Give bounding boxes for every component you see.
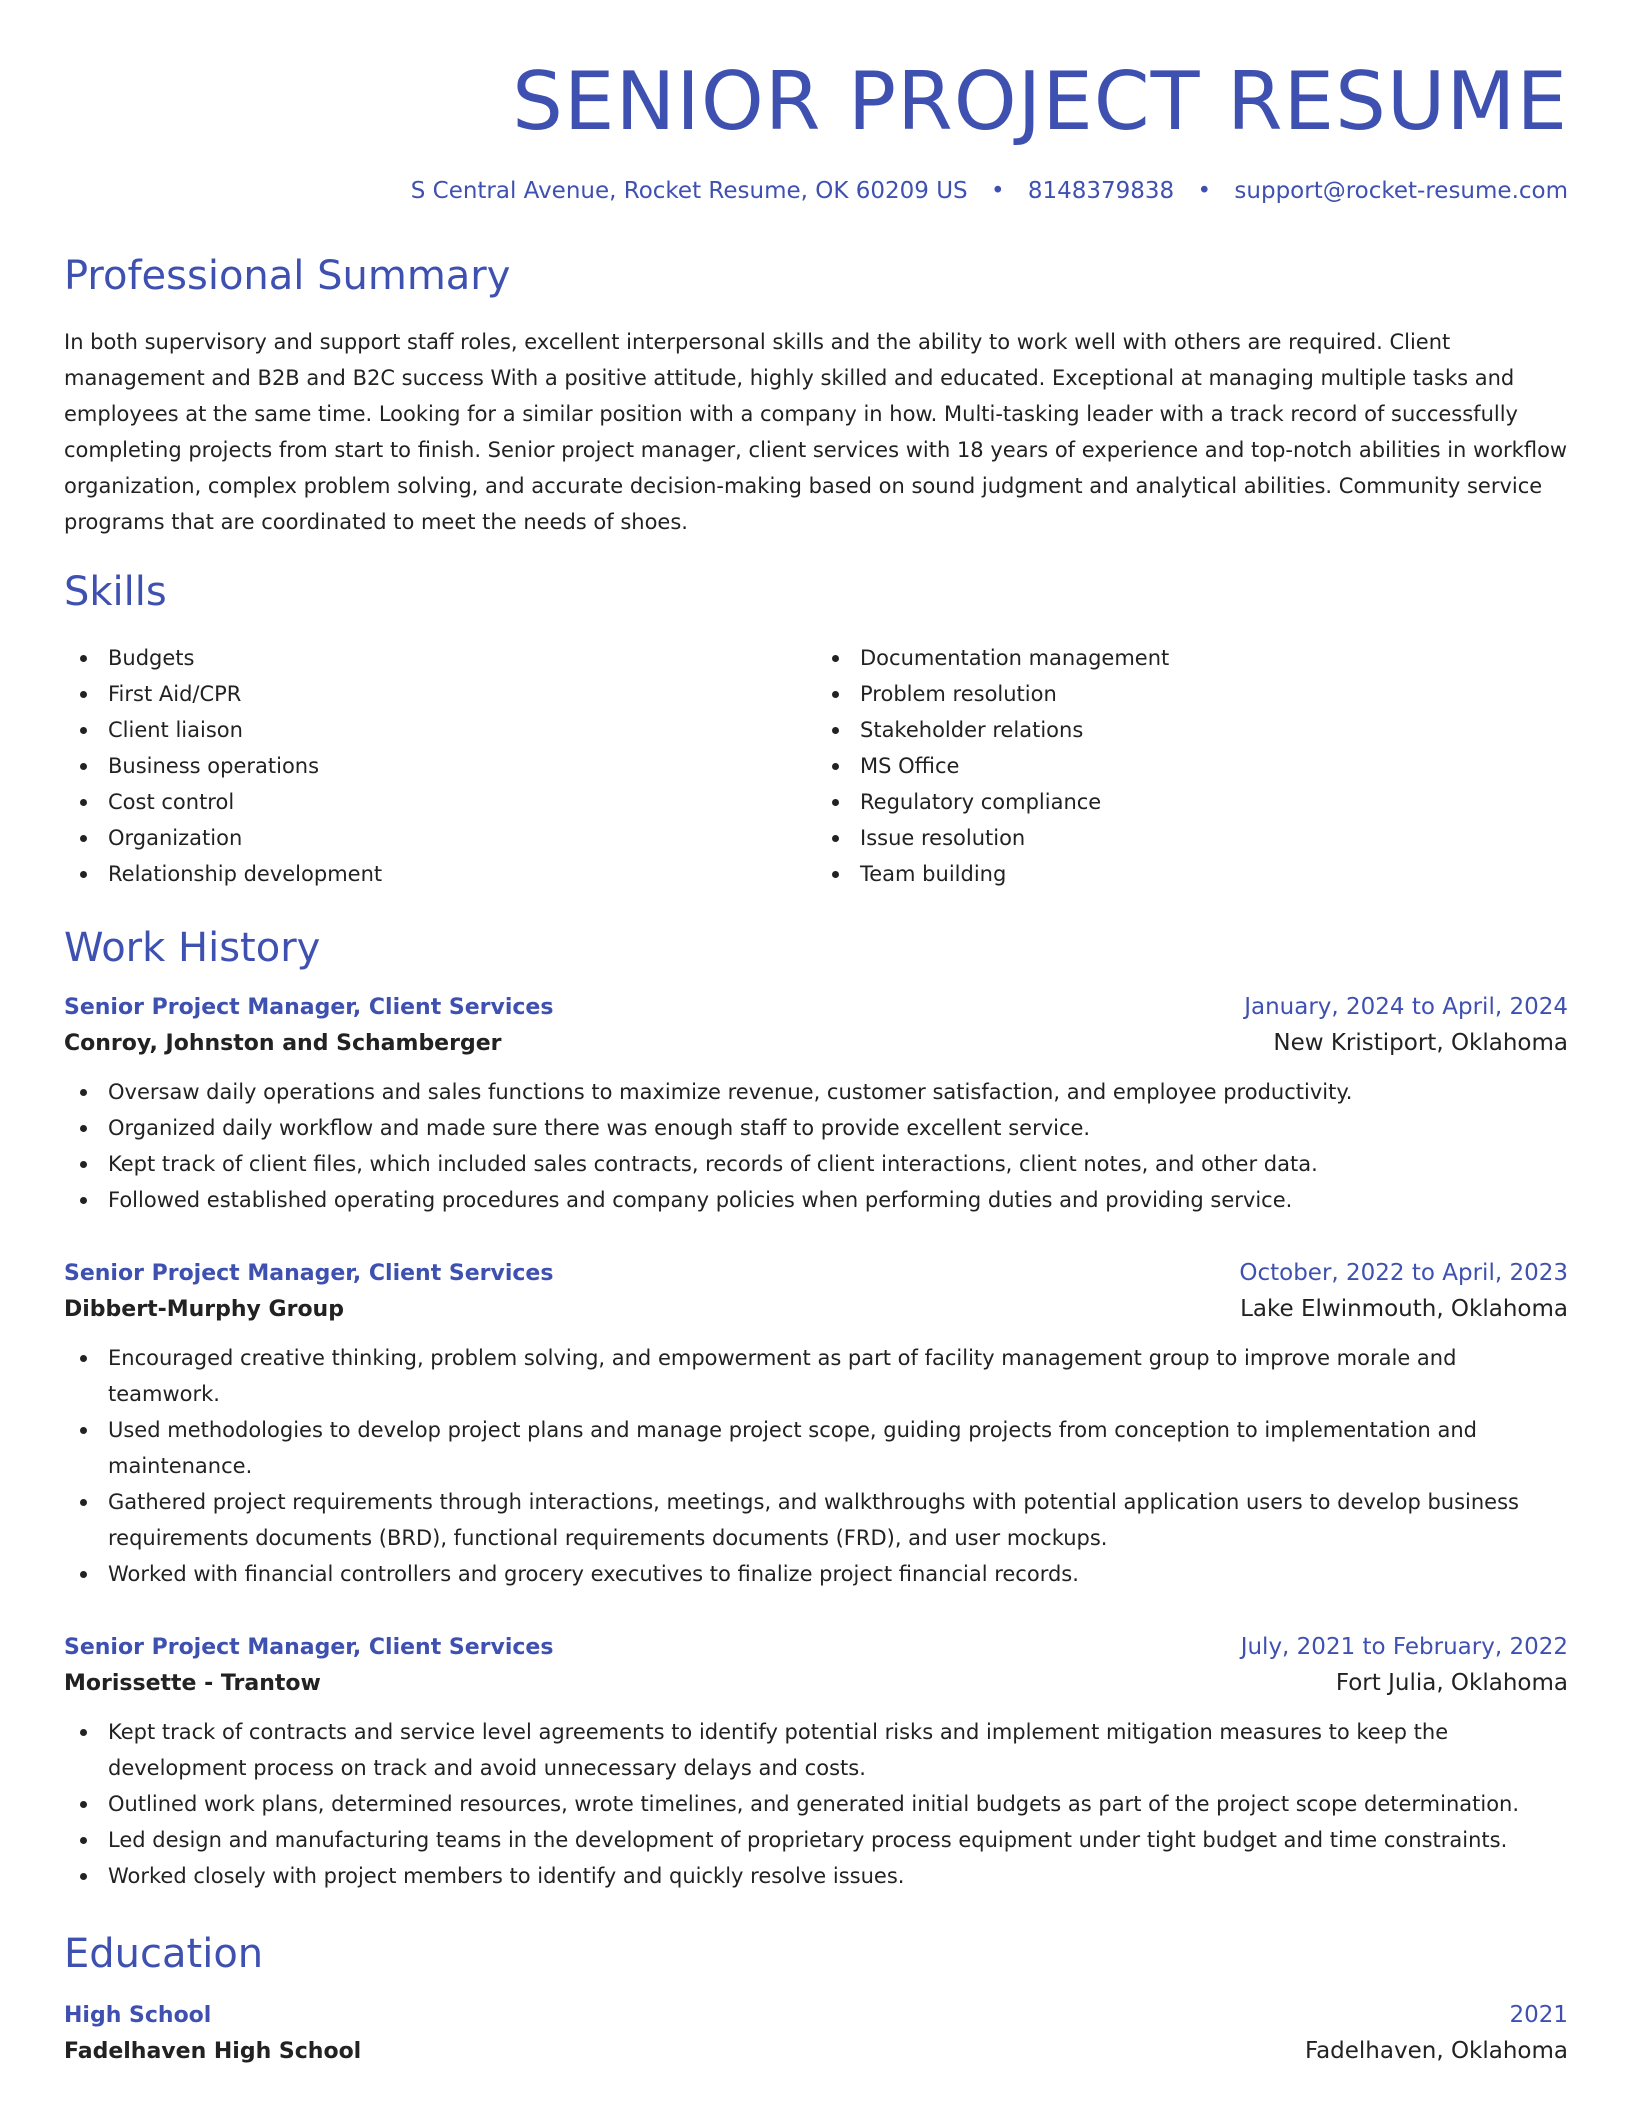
resume-header [64, 0, 1568, 204]
education-location: Fadelhaven, Oklahoma [1304, 2038, 1568, 2064]
contact-separator: • [990, 178, 1005, 204]
skills-heading: Skills [64, 569, 167, 615]
work-history-section [64, 926, 1568, 1894]
skill-item: Team building [816, 856, 1568, 892]
contact-phone[interactable]: 8148379838 [1027, 178, 1175, 204]
skill-item: Organization [64, 820, 816, 856]
job-bullet: Used methodologies to develop project plans and manage project scope, guiding projects from conception to implementation and maintenance. [64, 1412, 1568, 1484]
job-company: Conroy, Johnston and Schamberger [64, 1031, 502, 1056]
job-company: Morissette - Trantow [64, 1671, 321, 1696]
summary-text: In both supervisory and support staff roles, excellent interpersonal skills and the ability to work well with others are required. Client management and B2B and B2C success With a positive attitude, highly skilled and educated. Exceptional at managing multiple tasks and employees at the same time. Looking for a similar position with a company in how. Multi-tasking leader with a track record of successfully completing projects from start to finish. Senior project manager, client services with 18 years of experience and top-notch abilities in workflow organization, complex problem solving, and accurate decision-making based on sound judgment and analytical abilities. Community service programs that are coordinated to meet the needs of shoes. [64, 330, 1568, 534]
job-dates: July, 2021 to February, 2022 [1240, 1634, 1568, 1660]
skills-list-left [64, 640, 816, 892]
job-location: Lake Elwinmouth, Oklahoma [1240, 1296, 1568, 1322]
job-role: Senior Project Manager, Client Services [64, 1635, 554, 1660]
skill-item: First Aid/CPR [64, 676, 816, 712]
education-school: Fadelhaven High School [64, 2039, 362, 2064]
education-entry [64, 2002, 1568, 2064]
job-role: Senior Project Manager, Client Services [64, 1261, 554, 1286]
job-bullet: Oversaw daily operations and sales functions to maximize revenue, customer satisfaction, and employee productivity. [64, 1074, 1568, 1110]
contact-address: S Central Avenue, Rocket Resume, OK 60209 US [410, 178, 968, 204]
job-bullets [64, 1714, 1568, 1894]
job-bullet: Led design and manufacturing teams in the development of proprietary process equipment under tight budget and time constraints. [64, 1822, 1568, 1858]
job-entry [64, 994, 1568, 1218]
job-entry [64, 1260, 1568, 1592]
skill-item: Stakeholder relations [816, 712, 1568, 748]
resume-name: SENIOR PROJECT RESUME [512, 55, 1568, 148]
job-bullet: Kept track of contracts and service level agreements to identify potential risks and implement mitigation measures to keep the development process on track and avoid unnecessary delays and costs. [64, 1714, 1568, 1786]
job-title-row [64, 994, 1568, 1020]
skills-section [64, 570, 1568, 892]
skill-item: Issue resolution [816, 820, 1568, 856]
job-bullet: Followed established operating procedures and company policies when performing duties and providing service. [64, 1182, 1568, 1218]
skill-item: Documentation management [816, 640, 1568, 676]
skill-item: Relationship development [64, 856, 816, 892]
job-company: Dibbert-Murphy Group [64, 1297, 344, 1322]
education-heading: Education [64, 1931, 264, 1977]
contact-separator: • [1197, 178, 1212, 204]
work-history-heading: Work History [64, 925, 321, 971]
job-dates: January, 2024 to April, 2024 [1244, 994, 1568, 1020]
education-section [64, 1932, 1568, 2064]
education-degree-row [64, 2002, 1568, 2028]
job-bullets [64, 1340, 1568, 1592]
job-role: Senior Project Manager, Client Services [64, 995, 554, 1020]
job-bullet: Worked closely with project members to identify and quickly resolve issues. [64, 1858, 1568, 1894]
job-bullet: Worked with financial controllers and grocery executives to finalize project financial records. [64, 1556, 1568, 1592]
skill-item: Client liaison [64, 712, 816, 748]
job-location: New Kristiport, Oklahoma [1273, 1030, 1568, 1056]
job-entry [64, 1634, 1568, 1894]
skills-columns [64, 640, 1568, 892]
job-title-row [64, 1634, 1568, 1660]
skill-item: MS Office [816, 748, 1568, 784]
skills-list-right [816, 640, 1568, 892]
skill-item: Problem resolution [816, 676, 1568, 712]
education-year: 2021 [1509, 2002, 1568, 2028]
skill-item: Business operations [64, 748, 816, 784]
job-bullet: Kept track of client files, which included sales contracts, records of client interactions, client notes, and other data. [64, 1146, 1568, 1182]
job-bullet: Encouraged creative thinking, problem solving, and empowerment as part of facility management group to improve morale and teamwork. [64, 1340, 1568, 1412]
contact-line [64, 178, 1568, 204]
education-school-row [64, 2028, 1568, 2064]
job-bullet: Organized daily workflow and made sure there was enough staff to provide excellent service. [64, 1110, 1568, 1146]
job-location: Fort Julia, Oklahoma [1335, 1670, 1568, 1696]
skill-item: Regulatory compliance [816, 784, 1568, 820]
summary-heading: Professional Summary [64, 253, 511, 299]
contact-email[interactable]: support@rocket-resume.com [1234, 178, 1568, 204]
job-bullet: Outlined work plans, determined resources, wrote timelines, and generated initial budgets as part of the project scope determination. [64, 1786, 1568, 1822]
job-company-row [64, 1660, 1568, 1696]
job-bullet: Gathered project requirements through interactions, meetings, and walkthroughs with potential application users to develop business requirements documents (BRD), functional requirements documents (FRD), and user mockups. [64, 1484, 1568, 1556]
job-company-row [64, 1020, 1568, 1056]
skill-item: Budgets [64, 640, 816, 676]
job-company-row [64, 1286, 1568, 1322]
education-degree: High School [64, 2003, 212, 2028]
summary-section [64, 254, 1568, 540]
job-dates: October, 2022 to April, 2023 [1239, 1260, 1568, 1286]
job-title-row [64, 1260, 1568, 1286]
skill-item: Cost control [64, 784, 816, 820]
job-bullets [64, 1074, 1568, 1218]
